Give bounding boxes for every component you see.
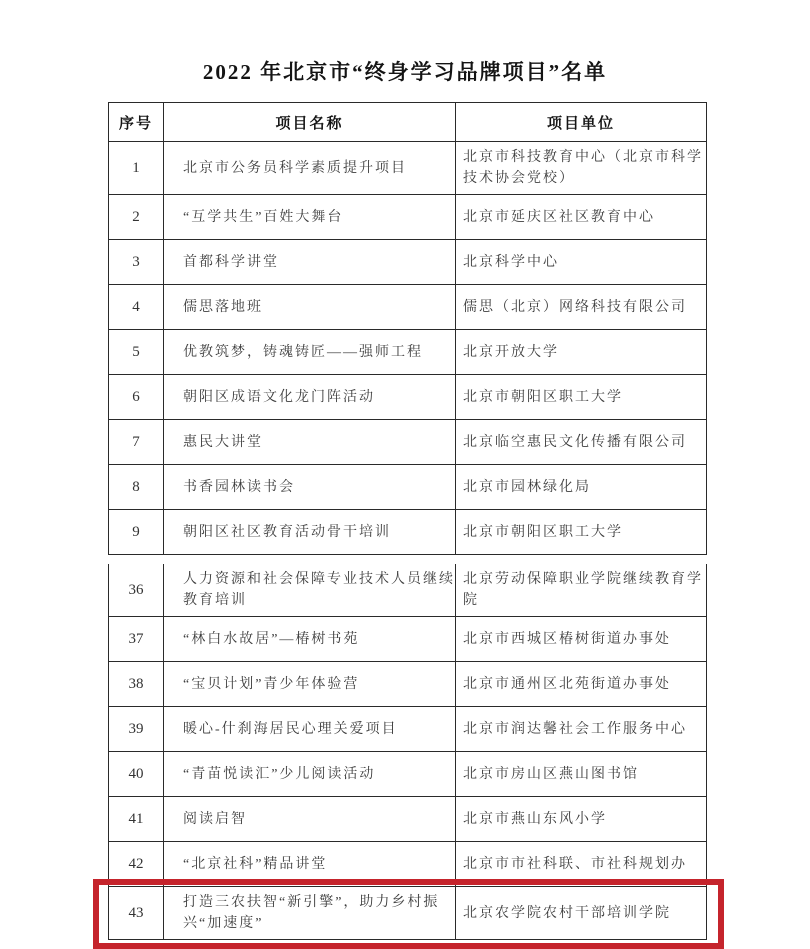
table-row [109,752,707,797]
header-cell-project-unit: 项目单位 [456,103,707,142]
cell-project-name: 儒思落地班 [164,285,456,330]
cell-project-unit: 北京市润达馨社会工作服务中心 [456,707,707,752]
cell-project-unit: 北京市园林绿化局 [456,465,707,510]
cell-project-name: “互学共生”百姓大舞台 [164,195,456,240]
cell-number: 5 [109,330,164,375]
cell-number: 6 [109,375,164,420]
cell-project-unit: 北京市西城区椿树街道办事处 [456,617,707,662]
cell-project-unit: 北京市朝阳区职工大学 [456,375,707,420]
cell-number: 8 [109,465,164,510]
header-row [109,103,707,142]
cell-project-unit: 北京农学院农村干部培训学院 [456,887,707,940]
cell-project-name: 打造三农扶智“新引擎”，助力乡村振兴“加速度” [164,887,456,940]
table-row-highlighted [109,887,707,940]
table-row [109,285,707,330]
cell-project-name: “宝贝计划”青少年体验营 [164,662,456,707]
cell-project-name: 阅读启智 [164,797,456,842]
table-row [109,195,707,240]
cell-project-unit: 北京市延庆区社区教育中心 [456,195,707,240]
cell-project-name: 暖心-什刹海居民心理关爱项目 [164,707,456,752]
cell-project-name: 惠民大讲堂 [164,420,456,465]
table-row [109,465,707,510]
cell-number: 41 [109,797,164,842]
cell-project-unit: 北京开放大学 [456,330,707,375]
cell-project-name: 优教筑梦，铸魂铸匠——强师工程 [164,330,456,375]
table-container [108,102,706,940]
table-row [109,842,707,887]
cell-number: 40 [109,752,164,797]
cell-number: 7 [109,420,164,465]
header-cell-project-name: 项目名称 [164,103,456,142]
cell-project-unit: 北京市房山区燕山图书馆 [456,752,707,797]
cell-number: 37 [109,617,164,662]
cell-number: 42 [109,842,164,887]
table-row [109,617,707,662]
cell-number: 9 [109,510,164,555]
table-row [109,662,707,707]
table-row [109,510,707,555]
table-row [109,142,707,195]
cell-project-unit: 北京科学中心 [456,240,707,285]
cell-number: 38 [109,662,164,707]
cell-project-unit: 北京市燕山东风小学 [456,797,707,842]
cell-number: 2 [109,195,164,240]
cell-project-name: 朝阳区社区教育活动骨干培训 [164,510,456,555]
cell-project-name: “青苗悦读汇”少儿阅读活动 [164,752,456,797]
table-row [109,564,707,617]
cell-project-unit: 北京临空惠民文化传播有限公司 [456,420,707,465]
cell-project-name: “林白水故居”—椿树书苑 [164,617,456,662]
table-section-1 [108,102,707,555]
cell-number: 1 [109,142,164,195]
table-row [109,375,707,420]
header-cell-number: 序号 [109,103,164,142]
table-row [109,797,707,842]
table-section-2 [108,564,707,940]
table-row [109,707,707,752]
cell-project-unit: 儒思（北京）网络科技有限公司 [456,285,707,330]
table-row [109,240,707,285]
cell-project-name: 朝阳区成语文化龙门阵活动 [164,375,456,420]
cell-project-unit: 北京市朝阳区职工大学 [456,510,707,555]
cell-number: 4 [109,285,164,330]
cell-project-unit: 北京市通州区北苑街道办事处 [456,662,707,707]
table-row [109,330,707,375]
cell-number: 43 [109,887,164,940]
cell-project-name: 首都科学讲堂 [164,240,456,285]
cell-project-unit: 北京劳动保障职业学院继续教育学院 [456,564,707,617]
page-title: 2022 年北京市“终身学习品牌项目”名单 [202,60,608,84]
cell-project-name: 人力资源和社会保障专业技术人员继续教育培训 [164,564,456,617]
cell-project-name: 书香园林读书会 [164,465,456,510]
cell-project-unit: 北京市市社科联、市社科规划办 [456,842,707,887]
cell-project-name: 北京市公务员科学素质提升项目 [164,142,456,195]
cell-project-name: “北京社科”精品讲堂 [164,842,456,887]
cell-project-unit: 北京市科技教育中心（北京市科学技术协会党校） [456,142,707,195]
cell-number: 39 [109,707,164,752]
cell-number: 3 [109,240,164,285]
table-row [109,420,707,465]
cell-number: 36 [109,564,164,617]
